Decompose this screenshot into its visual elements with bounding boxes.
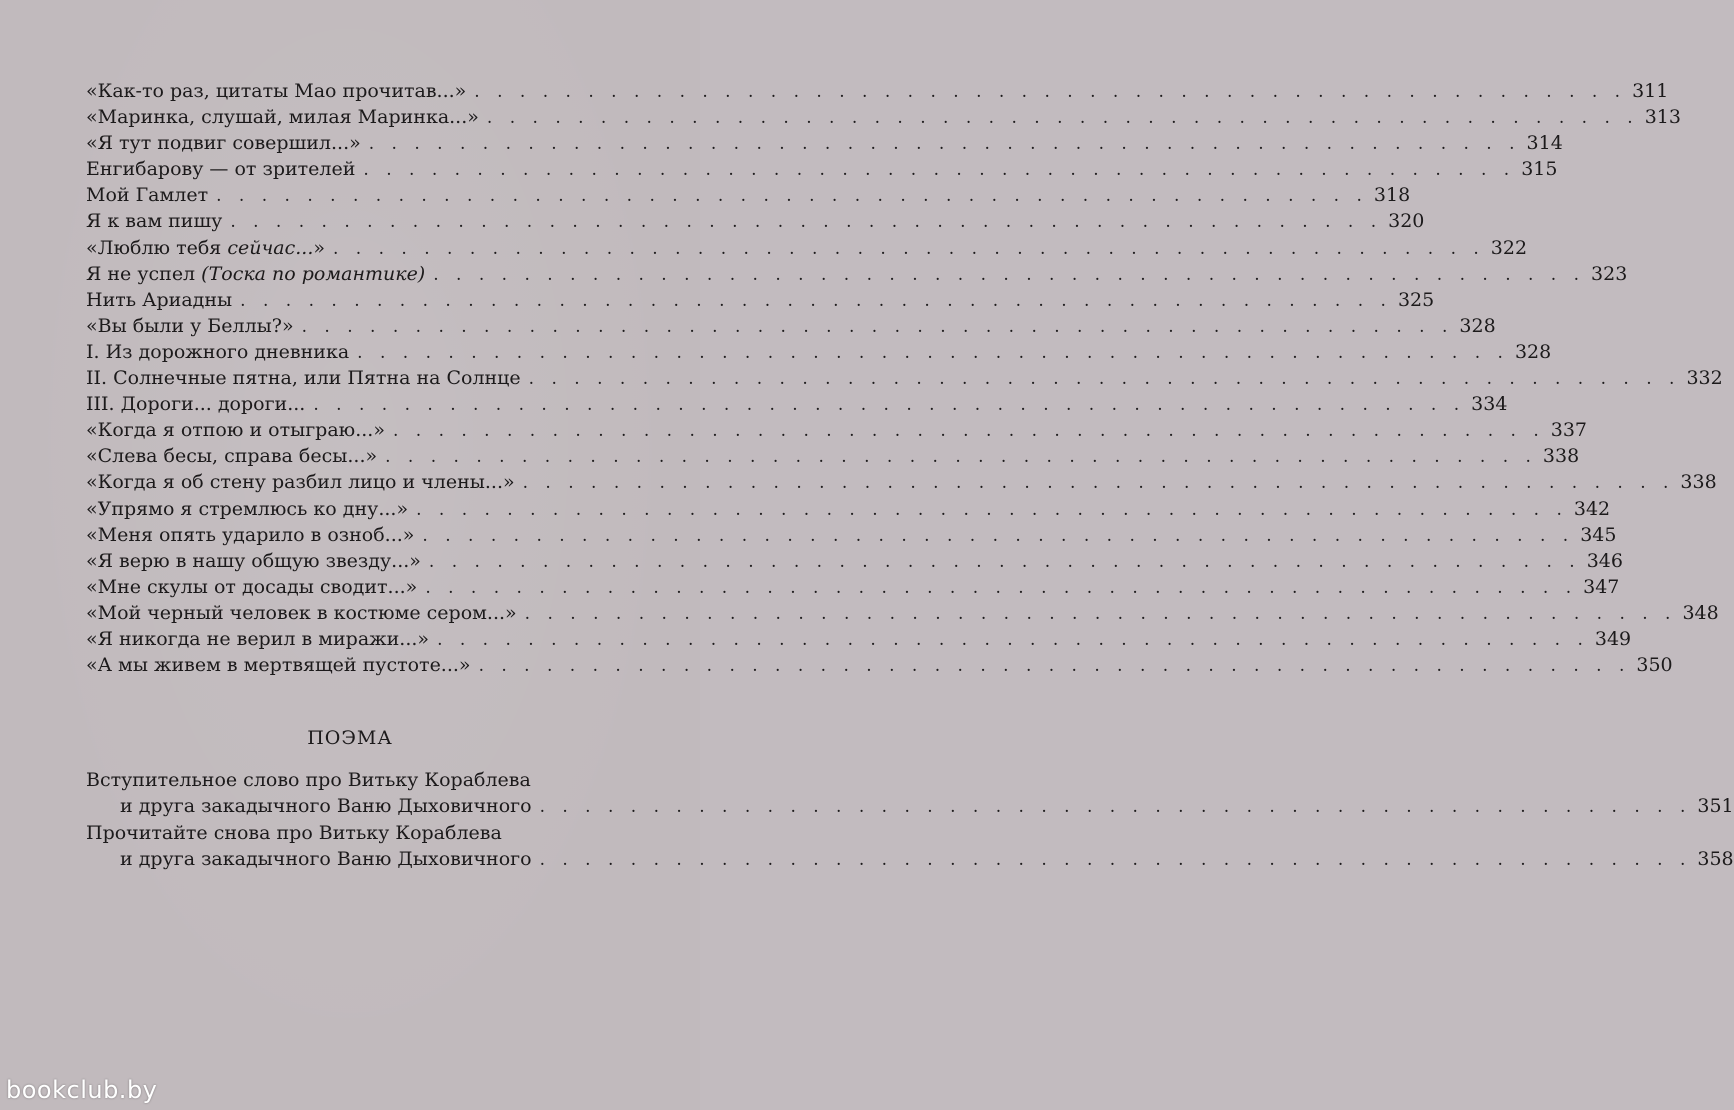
dot-leader: . . . . . . . . . . . . . . . . . . . . . . . . . . . . . . . . . . . . . . . . . . . . . . . . . . . (240, 290, 1392, 311)
entry-title (86, 339, 349, 365)
entry-title (86, 522, 414, 548)
page-number: 328 (1459, 314, 1496, 337)
entry-title-text: «Когда я об стену разбил лицо и члены...» (86, 471, 515, 494)
entry-title (86, 130, 361, 156)
table-of-contents (86, 78, 1723, 678)
toc-entry (86, 391, 1508, 417)
dot-leader: . . . . . . . . . . . . . . . . . . . . . . . . . . . . . . . . . . . . . . . . . . . . . . . . . . . (524, 603, 1677, 624)
poem-title-line-2-row (86, 846, 1734, 873)
entry-title-text: «Мой черный человек в костюме сером...» (86, 601, 517, 624)
poem-entry (86, 767, 1734, 820)
entry-title-text: «Как-то раз, цитаты Мао прочитав...» (86, 80, 467, 102)
dot-leader: . . . . . . . . . . . . . . . . . . . . . . . . . . . . . . . . . . . . . . . . . . . . . . . . . . . (313, 395, 1466, 416)
toc-entry (86, 104, 1681, 130)
toc-entry (86, 287, 1435, 313)
toc-entry (86, 652, 1673, 678)
toc-entry (86, 548, 1623, 574)
dot-leader: . . . . . . . . . . . . . . . . . . . . . . . . . . . . . . . . . . . . . . . . . . . . . . . . . . . (230, 212, 1383, 233)
dot-leader: . . . . . . . . . . . . . . . . . . . . . . . . . . . . . . . . . . . . . . . . . . . . . . . . . . . (522, 473, 1675, 494)
toc-entry (86, 156, 1558, 182)
entry-title (86, 156, 355, 182)
entry-title (86, 548, 421, 574)
page-number: 342 (1573, 497, 1611, 520)
poem-title-line-1: Прочитайте снова про Витьку Кораблева (86, 822, 502, 844)
poem-title-line-2-row (86, 793, 1734, 820)
entry-title-text: «Вы были у Беллы?» (86, 314, 294, 337)
entry-title-text: «Слева бесы, справа бесы...» (86, 445, 378, 468)
page-number: 338 (1680, 471, 1717, 494)
page-number: 313 (1644, 106, 1681, 129)
page-number: 358 (1697, 848, 1734, 870)
entry-title (86, 365, 521, 391)
toc-entry (86, 313, 1496, 339)
toc-entry (86, 522, 1617, 548)
dot-leader: . . . . . . . . . . . . . . . . . . . . . . . . . . . . . . . . . . . . . . . . . . . . . . . . . . . (428, 551, 1581, 572)
entry-title (86, 469, 515, 495)
dot-leader: . . . . . . . . . . . . . . . . . . . . . . . . . . . . . . . . . . . . . . . . . . . . . . . . . . . (437, 629, 1589, 650)
toc-entry (86, 182, 1411, 208)
page-number: 332 (1686, 367, 1723, 390)
entry-title (86, 600, 517, 626)
entry-title-italic: сейчас... (227, 236, 314, 259)
poem-title-line-1: Вступительное слово про Витьку Кораблева (86, 769, 531, 791)
entry-title-text: «Меня опять ударило в озноб...» (86, 523, 415, 546)
dot-leader: . . . . . . . . . . . . . . . . . . . . . . . . . . . . . . . . . . . . . . . . . . . . . . . . . . . (422, 525, 1575, 546)
entry-title-text: III. Дороги... дороги... (86, 393, 306, 416)
page-number: 315 (1521, 158, 1558, 181)
entry-title (86, 313, 294, 339)
entry-title (86, 496, 408, 522)
entry-title (86, 652, 471, 678)
entry-title (86, 391, 305, 417)
entry-title-text: II. Солнечные пятна, или Пятна на Солнце (86, 367, 521, 390)
dot-leader: . . . . . . . . . . . . . . . . . . . . . . . . . . . . . . . . . . . . . . . . . . . . . . . . . . . (385, 447, 1537, 468)
dot-leader: . . . . . . . . . . . . . . . . . . . . . . . . . . . . . . . . . . . . . . . . . . . . . . . . . . . (333, 238, 1485, 259)
page-number: 322 (1490, 236, 1528, 259)
entry-title-text: Енгибарову — от зрителей (86, 158, 356, 181)
entry-title-text: «Мне скулы от досады сводит...» (86, 575, 418, 598)
dot-leader: . . . . . . . . . . . . . . . . . . . . . . . . . . . . . . . . . . . . . . . . . . . . . . . . . . . (301, 316, 1454, 337)
entry-title (86, 182, 208, 208)
dot-leader: . . . . . . . . . . . . . . . . . . . . . . . . . . . . . . . . . . . . . . . . . . . . . . . . . . . (425, 577, 1578, 598)
entry-title-text: «Люблю тебя (86, 236, 228, 259)
entry-title (86, 443, 377, 469)
page-number: 337 (1550, 419, 1588, 442)
dot-leader: . . . . . . . . . . . . . . . . . . . . . . . . . . . . . . . . . . . . . . . . . . . . . . . . . . . (539, 797, 1692, 817)
toc-entry (86, 496, 1611, 522)
dot-leader: . . . . . . . . . . . . . . . . . . . . . . . . . . . . . . . . . . . . . . . . . . . . . . . . . . . (486, 108, 1639, 129)
toc-entry (86, 469, 1717, 495)
page-number: 314 (1526, 132, 1563, 155)
dot-leader: . . . . . . . . . . . . . . . . . . . . . . . . . . . . . . . . . . . . . . . . . . . . . . . . . . . (357, 342, 1509, 363)
dot-leader: . . . . . . . . . . . . . . . . . . . . . . . . . . . . . . . . . . . . . . . . . . . . . . . . . . . (539, 850, 1692, 870)
page-number: 311 (1632, 80, 1669, 102)
dot-leader: . . . . . . . . . . . . . . . . . . . . . . . . . . . . . . . . . . . . . . . . . . . . . . . . . . . (433, 264, 1586, 285)
dot-leader: . . . . . . . . . . . . . . . . . . . . . . . . . . . . . . . . . . . . . . . . . . . . . . . . . . . (478, 656, 1631, 677)
poem-title-line-2: и друга закадычного Ваню Дыховичного (120, 848, 532, 870)
entry-title-text: «Упрямо я стремлюсь ко дну...» (86, 497, 409, 520)
entry-title-text: Я не успел (86, 262, 202, 285)
page-number: 351 (1697, 795, 1734, 817)
page-number: 328 (1514, 340, 1552, 363)
entry-title-text: «Маринка, слушай, милая Маринка...» (86, 106, 479, 129)
page-number: 347 (1583, 575, 1620, 598)
entry-title-end: » (313, 236, 325, 259)
toc-entry (86, 443, 1580, 469)
toc-entry (86, 600, 1719, 626)
section-heading: ПОЭМА (307, 727, 393, 749)
page-number: 323 (1591, 262, 1628, 285)
entry-title (86, 626, 429, 652)
entry-title-text: «А мы живем в мертвящей пустоте...» (86, 654, 471, 677)
toc-entry (86, 417, 1588, 443)
page-number: 318 (1373, 184, 1411, 207)
toc-entry (86, 235, 1528, 261)
toc-entry (86, 78, 1669, 104)
toc-entry (86, 130, 1563, 156)
entry-title-text: «Когда я отпою и отыграю...» (86, 419, 385, 442)
toc-entry (86, 365, 1723, 391)
dot-leader: . . . . . . . . . . . . . . . . . . . . . . . . . . . . . . . . . . . . . . . . . . . . . . . . . . . (392, 421, 1545, 442)
poem-entry (86, 820, 1734, 873)
entry-title (86, 574, 417, 600)
entry-title (86, 287, 232, 313)
toc-entry (86, 339, 1552, 365)
entry-title-text: I. Из дорожного дневника (86, 340, 350, 363)
page-number: 334 (1471, 393, 1508, 416)
entry-title (86, 78, 466, 104)
entry-title (86, 235, 325, 261)
toc-entry (86, 574, 1620, 600)
entry-title (86, 208, 222, 234)
dot-leader: . . . . . . . . . . . . . . . . . . . . . . . . . . . . . . . . . . . . . . . . . . . . . . . . . . . (368, 134, 1521, 155)
page-number: 320 (1388, 210, 1425, 233)
page-number: 348 (1682, 601, 1719, 624)
dot-leader: . . . . . . . . . . . . . . . . . . . . . . . . . . . . . . . . . . . . . . . . . . . . . . . . . . . (474, 82, 1627, 102)
page-number: 345 (1580, 523, 1617, 546)
dot-leader: . . . . . . . . . . . . . . . . . . . . . . . . . . . . . . . . . . . . . . . . . . . . . . . . . . . (528, 369, 1681, 390)
toc-entry (86, 208, 1425, 234)
dot-leader: . . . . . . . . . . . . . . . . . . . . . . . . . . . . . . . . . . . . . . . . . . . . . . . . . . . (363, 160, 1516, 181)
poem-contents (86, 767, 1734, 873)
page-number: 325 (1397, 288, 1435, 311)
entry-title (86, 417, 385, 443)
dot-leader: . . . . . . . . . . . . . . . . . . . . . . . . . . . . . . . . . . . . . . . . . . . . . . . . . . . (216, 186, 1368, 207)
entry-title-italic: (Тоска по романтике) (201, 262, 426, 285)
page-number: 346 (1586, 549, 1623, 572)
entry-title-text: «Я никогда не верил в миражи...» (86, 627, 430, 650)
toc-entry (86, 626, 1632, 652)
entry-title-text: «Я тут подвиг совершил...» (86, 132, 361, 155)
page-number: 349 (1594, 627, 1632, 650)
entry-title (86, 104, 479, 130)
entry-title-text: Нить Ариадны (86, 288, 233, 311)
page-number: 338 (1542, 445, 1580, 468)
poem-title-line-2: и друга закадычного Ваню Дыховичного (120, 795, 532, 817)
entry-title-text: «Я верю в нашу общую звезду...» (86, 549, 421, 572)
site-watermark: bookclub.by (6, 1076, 158, 1104)
entry-title-text: Я к вам пишу (86, 210, 223, 233)
dot-leader: . . . . . . . . . . . . . . . . . . . . . . . . . . . . . . . . . . . . . . . . . . . . . . . . . . . (416, 499, 1568, 520)
toc-entry (86, 261, 1628, 287)
page-number: 350 (1636, 654, 1673, 677)
entry-title-text: Мой Гамлет (86, 184, 209, 207)
entry-title (86, 261, 425, 287)
